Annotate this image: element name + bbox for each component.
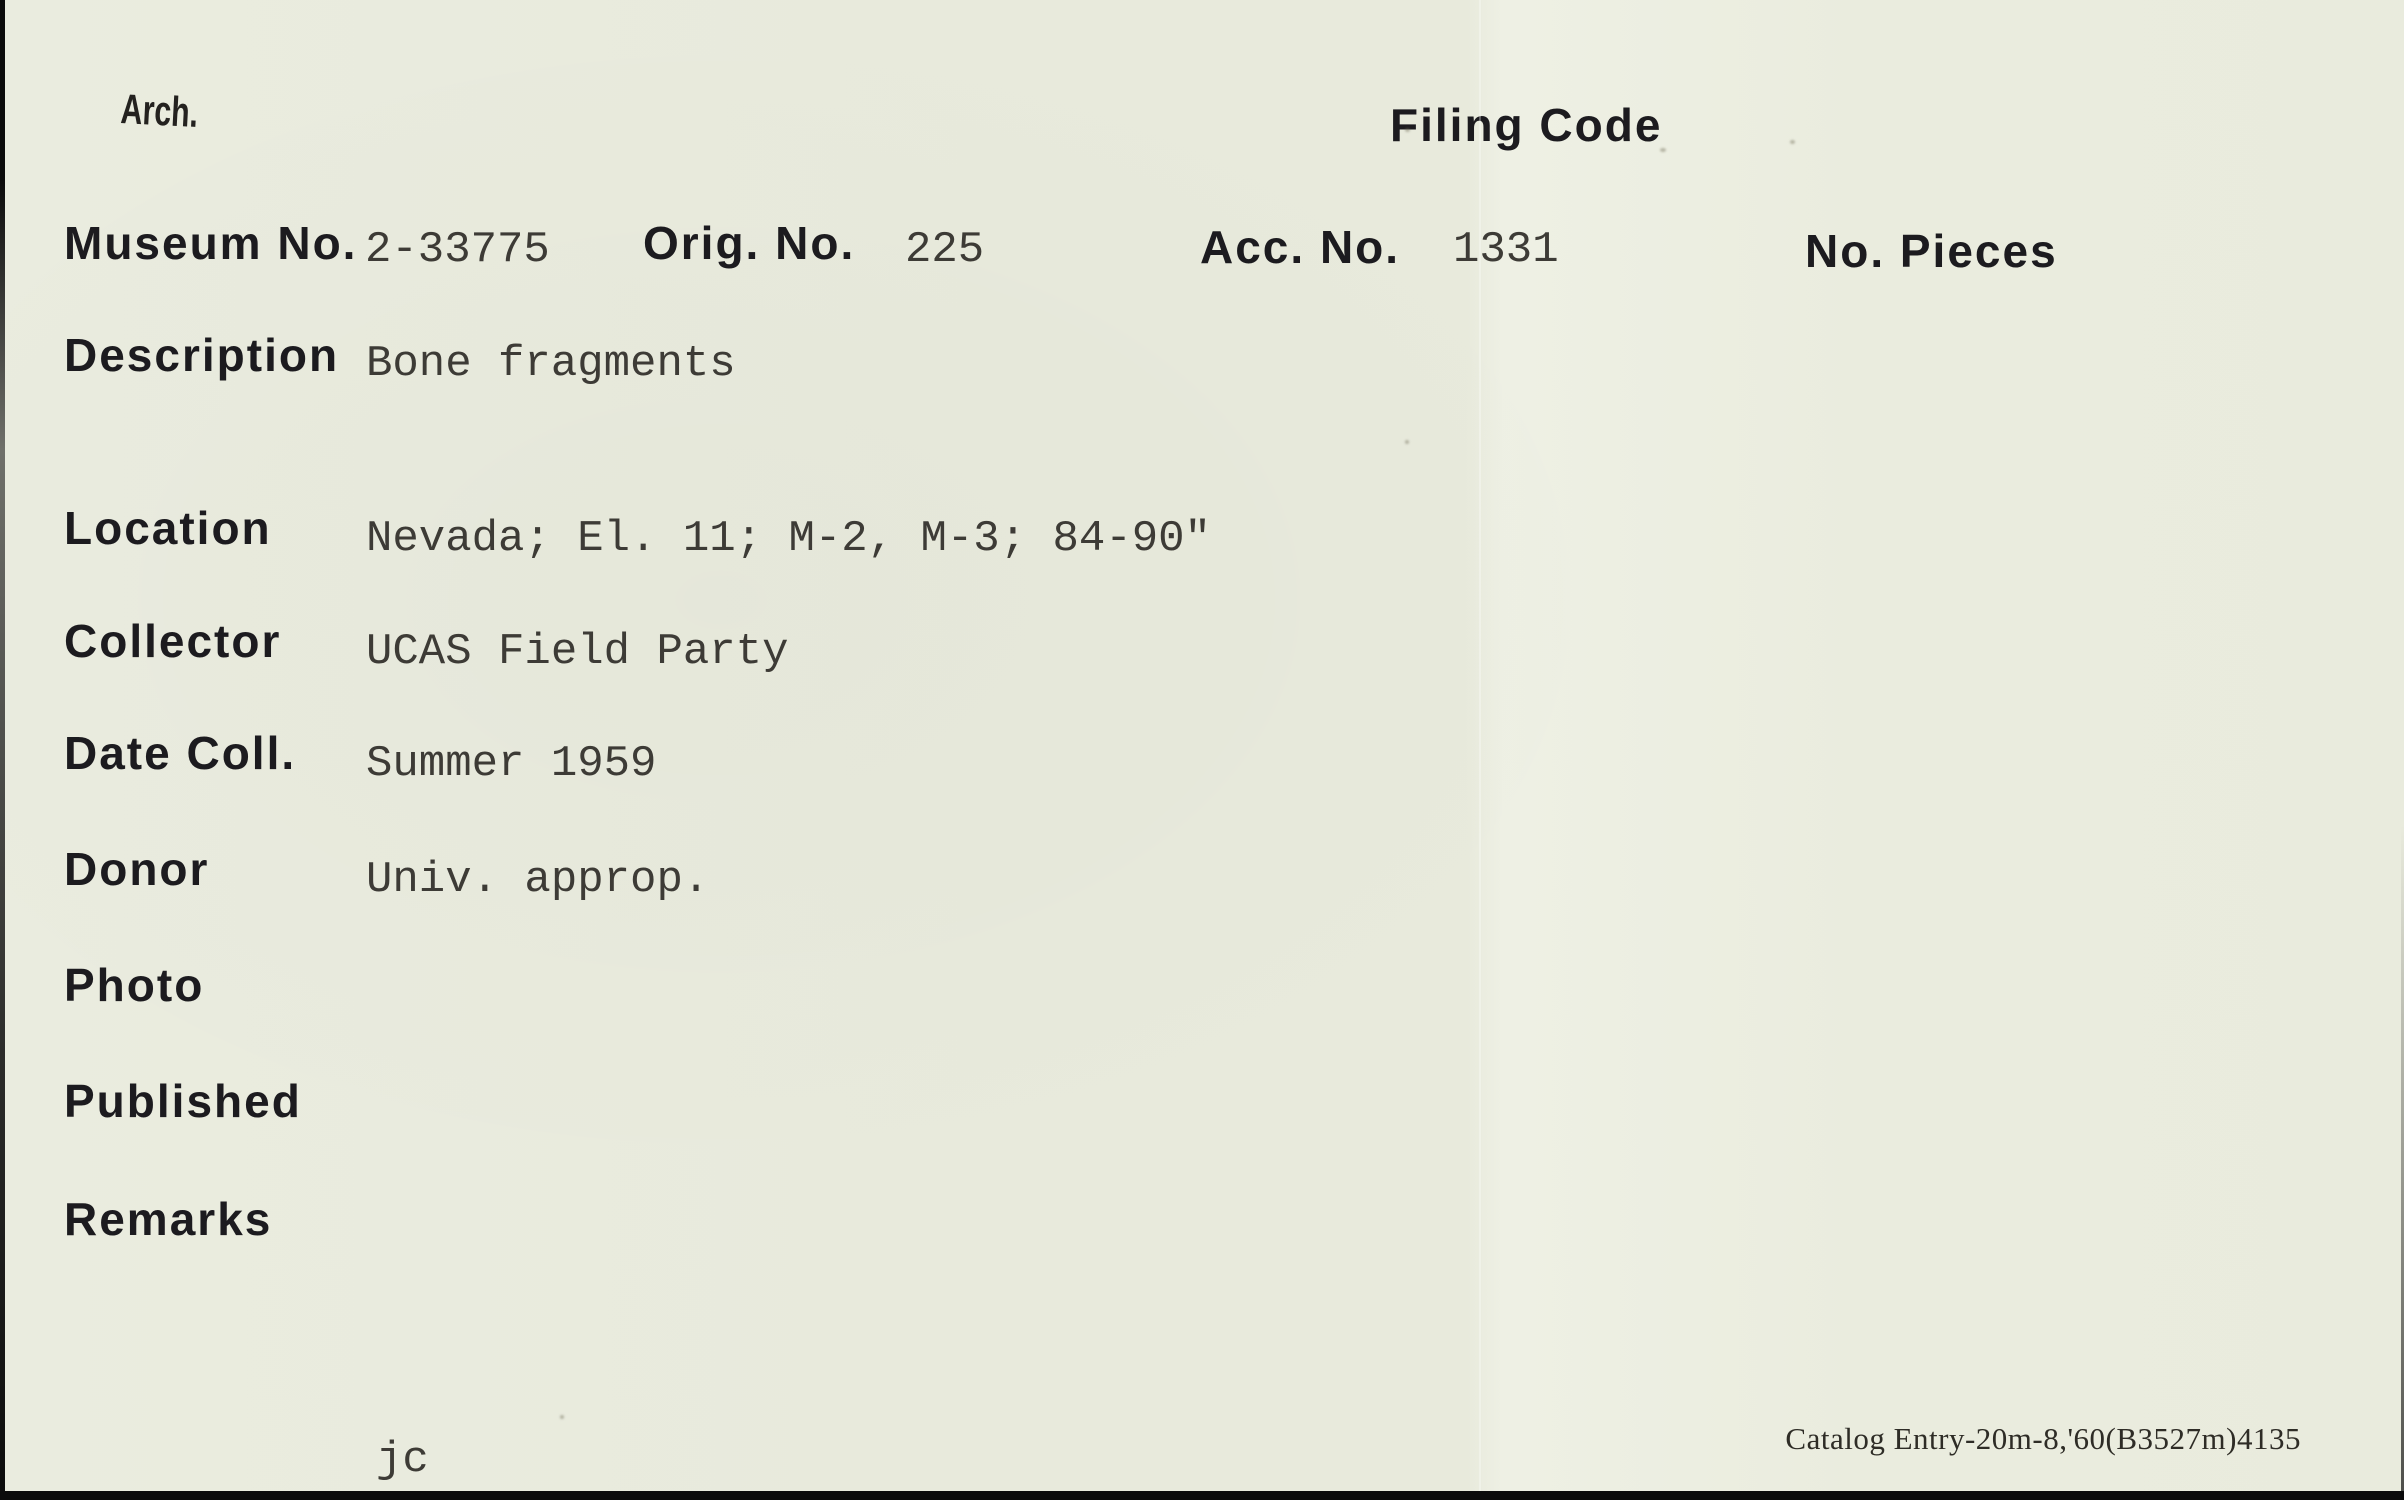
- date-coll-label: Date Coll.: [64, 727, 297, 779]
- acc-no-label: Acc. No.: [1200, 221, 1401, 273]
- museum-no-value: 2-33775: [365, 225, 550, 275]
- museum-no-label: Museum No.: [64, 217, 358, 269]
- date-coll-value: Summer 1959: [366, 739, 657, 789]
- donor-label: Donor: [64, 843, 210, 895]
- filing-code-label: Filing Code: [1390, 99, 1663, 151]
- cataloger-initials: jc: [376, 1435, 429, 1485]
- location-label: Location: [64, 502, 272, 554]
- remarks-label: Remarks: [64, 1193, 273, 1245]
- photo-label: Photo: [64, 959, 205, 1011]
- paper-speck: [1790, 140, 1795, 144]
- description-value: Bone fragments: [366, 339, 736, 389]
- location-value: Nevada; El. 11; M-2, M-3; 84-90": [366, 514, 1211, 564]
- card-edge-left: [0, 0, 5, 1500]
- card-edge-bottom: [0, 1491, 2404, 1500]
- donor-value: Univ. approp.: [366, 855, 710, 905]
- orig-no-label: Orig. No.: [643, 217, 856, 269]
- acc-no-value: 1331: [1453, 225, 1559, 275]
- arch-collection-stamp: Arch.: [119, 85, 200, 136]
- card-fold-seam: [1479, 0, 1481, 1500]
- collector-value: UCAS Field Party: [366, 627, 789, 677]
- paper-speck: [1660, 148, 1666, 152]
- paper-speck: [1405, 128, 1410, 132]
- published-label: Published: [64, 1075, 302, 1127]
- paper-speck: [560, 1415, 564, 1419]
- print-code-line: Catalog Entry-20m-8,'60(B3527m)4135: [1785, 1421, 2301, 1456]
- no-pieces-label: No. Pieces: [1805, 225, 2058, 277]
- paper-speck: [1405, 440, 1409, 444]
- description-label: Description: [64, 329, 340, 381]
- orig-no-value: 225: [905, 225, 985, 275]
- collector-label: Collector: [64, 615, 282, 667]
